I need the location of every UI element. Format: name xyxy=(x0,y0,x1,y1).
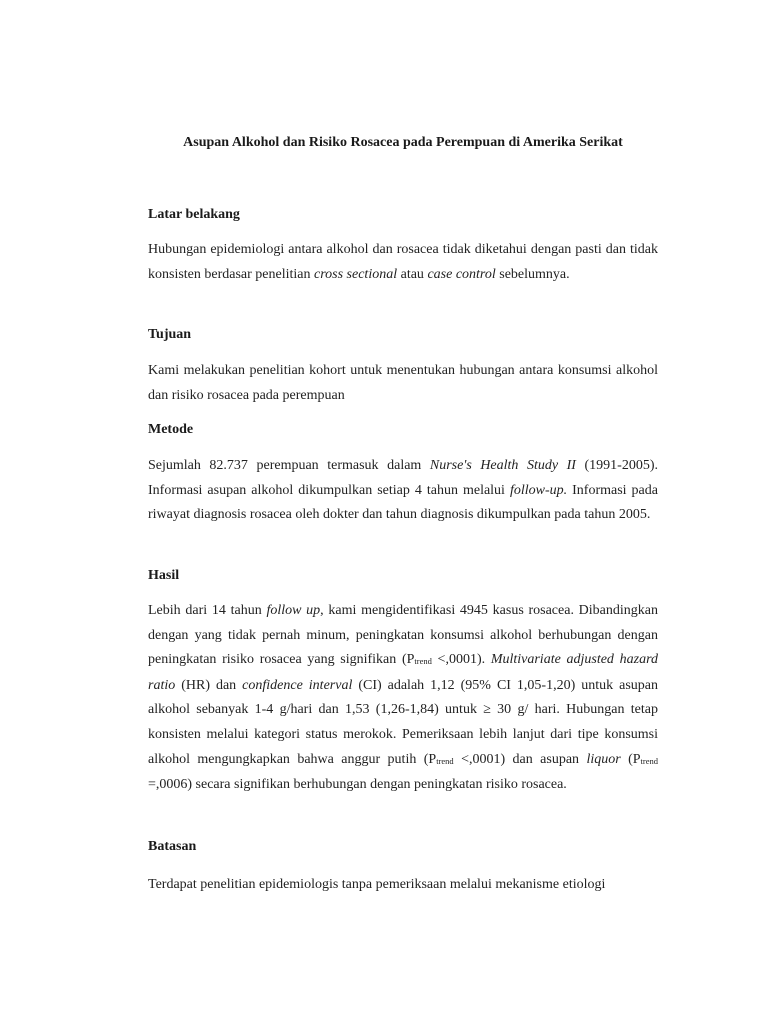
italic-term: case control xyxy=(427,266,496,282)
text-span: , kami mengidentifikasi 4945 kasus rosacea. Dibandingkan dengan yang tidak pernah minum, peningkatan konsumsi alkohol berhubungan dengan peningkatan risiko rosacea yang signifikan (P xyxy=(148,603,658,668)
subscript-trend: trend xyxy=(436,755,454,766)
paragraph-metode xyxy=(148,454,658,528)
heading-latar-belakang: Latar belakang xyxy=(148,207,240,222)
subscript-trend: trend xyxy=(414,656,432,667)
text-span: (CI) adalah 1,12 (95% CI 1,05-1,20) untuk asupan alkohol sebanyak 1-4 g/hari dan 1,53 (1,26-1,84) untuk ≥ 30 g/ hari. Hubungan tetap konsisten melalui kategori status merokok. Pemeriksaan lebih lanjut dari tipe konsumsi alkohol mengungkapkan bahwa anggur putih (P xyxy=(148,677,658,767)
text-span: <,0001) dan asupan xyxy=(453,751,587,767)
heading-metode: Metode xyxy=(148,422,194,437)
italic-term: Nurse's Health Study II xyxy=(429,458,576,473)
text-span: atau xyxy=(397,266,428,282)
italic-term: follow-up. xyxy=(509,482,568,498)
italic-term: cross sectional xyxy=(314,266,398,282)
paragraph-batasan: Terdapat penelitian epidemiologis tanpa pemeriksaan melalui mekanisme etiologi xyxy=(148,877,606,892)
heading-hasil: Hasil xyxy=(148,568,180,583)
subscript-trend: trend xyxy=(640,755,659,766)
document-title: Asupan Alkohol dan Risiko Rosacea pada Perempuan di Amerika Serikat xyxy=(183,135,623,150)
text-span: sebelumnya. xyxy=(495,266,570,282)
text-span: <,0001). xyxy=(431,652,491,668)
heading-tujuan: Tujuan xyxy=(148,327,192,342)
paragraph-latar-belakang xyxy=(148,238,658,287)
italic-term: liquor xyxy=(586,751,621,767)
text-span: (P xyxy=(620,751,641,767)
italic-term: Multivariate adjusted hazard ratio xyxy=(148,652,658,693)
text-span: (HR) dan xyxy=(175,677,243,693)
paragraph-hasil xyxy=(148,599,658,798)
heading-batasan: Batasan xyxy=(148,839,197,854)
italic-term: follow up xyxy=(266,603,321,618)
italic-term: confidence interval xyxy=(242,677,353,693)
text-span: (1991-2005). Informasi asupan alkohol dikumpulkan setiap 4 tahun melalui xyxy=(148,458,658,498)
text-span: Sejumlah 82.737 perempuan termasuk dalam xyxy=(148,458,430,473)
text-span: =,0006) secara signifikan berhubungan dengan peningkatan risiko rosacea. xyxy=(148,777,567,793)
text-span: Lebih dari 14 tahun xyxy=(148,603,267,618)
paragraph-tujuan: Kami melakukan penelitian kohort untuk menentukan hubungan antara konsumsi alkohol dan risiko rosacea pada perempuan xyxy=(148,363,658,403)
text-span: Informasi pada riwayat diagnosis rosacea oleh dokter dan tahun diagnosis dikumpulkan pada tahun 2005. xyxy=(148,482,658,523)
text-span: Hubungan epidemiologi antara alkohol dan rosacea tidak diketahui dengan pasti dan tidak konsisten berdasar penelitian xyxy=(148,242,658,282)
